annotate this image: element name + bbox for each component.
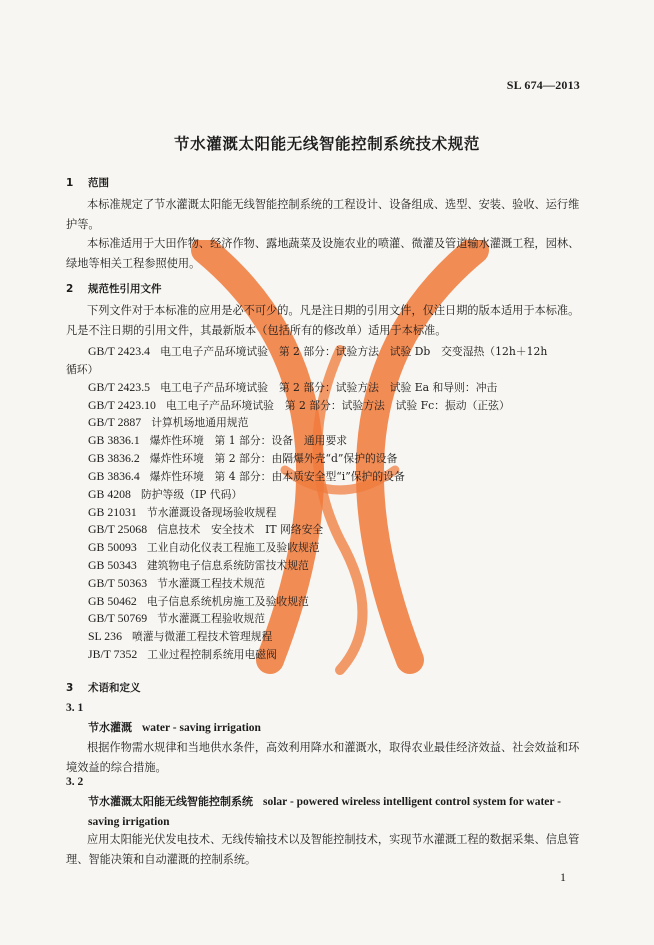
reference-item bbox=[88, 398, 510, 413]
term-number: 3. 2 bbox=[66, 776, 84, 788]
reference-title: 电工电子产品环境试验 第 2 部分：试验方法 试验 Db 交变湿热（12h＋12h bbox=[160, 345, 548, 358]
reference-code: GB 50343 bbox=[88, 558, 137, 572]
reference-item bbox=[88, 505, 276, 520]
reference-code: GB/T 2887 bbox=[88, 415, 142, 429]
reference-item bbox=[88, 451, 397, 466]
section-number: 1 bbox=[66, 177, 74, 189]
reference-item bbox=[88, 576, 265, 591]
reference-item bbox=[88, 380, 497, 395]
reference-item bbox=[88, 647, 277, 662]
reference-code: GB/T 50363 bbox=[88, 576, 148, 590]
reference-code: GB/T 50769 bbox=[88, 611, 148, 625]
reference-item bbox=[88, 522, 323, 537]
page-number: 1 bbox=[560, 870, 566, 884]
reference-item bbox=[88, 594, 309, 609]
reference-title: 节水灌溉工程技术规范 bbox=[157, 577, 266, 590]
scope-paragraph-1: 本标准规定了节水灌溉太阳能无线智能控制系统的工程设计、设备组成、选型、安装、验收、运行维护等。 bbox=[66, 198, 580, 231]
reference-item bbox=[88, 469, 405, 484]
reference-title: 爆炸性环境 第 4 部分：由本质安全型“i”保护的设备 bbox=[149, 470, 405, 483]
reference-item bbox=[88, 344, 547, 359]
reference-code: GB 21031 bbox=[88, 505, 137, 519]
reference-title: 防护等级（IP 代码） bbox=[140, 488, 243, 501]
section-number: 3 bbox=[66, 682, 74, 694]
reference-code: JB/T 7352 bbox=[88, 647, 138, 661]
reference-title: 节水灌溉设备现场验收规程 bbox=[146, 506, 277, 519]
section-title: 范围 bbox=[88, 177, 109, 189]
reference-item bbox=[88, 558, 309, 573]
reference-title: 爆炸性环境 第 2 部分：由隔爆外壳“d”保护的设备 bbox=[149, 452, 398, 465]
reference-code: SL 236 bbox=[88, 629, 122, 643]
term-definition: 应用太阳能光伏发电技术、无线传输技术以及智能控制技术，实现节水灌溉工程的数据采集、信息管理、智能决策和自动灌溉的控制系统。 bbox=[66, 833, 580, 866]
reference-title: 电工电子产品环境试验 第 2 部分：试验方法 试验 Ea 和导则：冲击 bbox=[160, 381, 498, 394]
term-chinese: 节水灌溉太阳能无线智能控制系统 bbox=[88, 795, 253, 808]
term-english: water - saving irrigation bbox=[142, 722, 261, 734]
reference-code: GB 50462 bbox=[88, 594, 137, 608]
section-1-heading bbox=[66, 175, 109, 190]
reference-continuation: 循环） bbox=[66, 363, 99, 376]
reference-title: 节水灌溉工程验收规范 bbox=[157, 612, 266, 625]
section-number: 2 bbox=[66, 283, 74, 295]
reference-code: GB 50093 bbox=[88, 540, 137, 554]
reference-title: 爆炸性环境 第 1 部分：设备 通用要求 bbox=[149, 434, 348, 447]
reference-item bbox=[88, 540, 320, 555]
reference-code: GB 3836.1 bbox=[88, 433, 140, 447]
reference-item bbox=[88, 433, 347, 448]
section-title: 术语和定义 bbox=[88, 682, 141, 694]
section-title: 规范性引用文件 bbox=[88, 283, 162, 295]
term-number: 3. 1 bbox=[66, 702, 84, 714]
term-title bbox=[88, 718, 588, 738]
reference-title: 信息技术 安全技术 IT 网络安全 bbox=[157, 523, 324, 536]
scope-paragraph-2: 本标准适用于大田作物、经济作物、露地蔬菜及设施农业的喷灌、微灌及管道输水灌溉工程，园林、绿地等相关工程参照使用。 bbox=[66, 237, 580, 270]
reference-title: 建筑物电子信息系统防雷技术规范 bbox=[146, 559, 309, 572]
reference-code: GB 3836.4 bbox=[88, 469, 140, 483]
reference-code: GB/T 2423.5 bbox=[88, 380, 151, 394]
reference-item bbox=[88, 487, 242, 502]
reference-item bbox=[88, 611, 265, 626]
standard-code: SL 674—2013 bbox=[506, 78, 580, 92]
term-title bbox=[88, 792, 588, 832]
reference-code: GB 4208 bbox=[88, 487, 131, 501]
reference-item bbox=[88, 629, 272, 644]
reference-title: 计算机场地通用规范 bbox=[151, 416, 249, 429]
section-3-heading bbox=[66, 680, 141, 695]
reference-code: GB/T 2423.4 bbox=[88, 344, 151, 358]
term-definition: 根据作物需水规律和当地供水条件，高效利用降水和灌溉水，取得农业最佳经济效益、社会效益和环境效益的综合措施。 bbox=[66, 741, 580, 774]
reference-title: 工业过程控制系统用电磁阀 bbox=[147, 648, 277, 661]
normative-intro: 下列文件对于本标准的应用是必不可少的。凡是注日期的引用文件，仅注日期的版本适用于本标准。凡是不注日期的引用文件，其最新版本（包括所有的修改单）适用于本标准。 bbox=[66, 304, 580, 337]
term-english: solar - powered wireless intelligent control system for water - saving irrigation bbox=[88, 796, 561, 828]
reference-code: GB 3836.2 bbox=[88, 451, 140, 465]
section-2-heading bbox=[66, 281, 162, 296]
term-chinese: 节水灌溉 bbox=[88, 721, 132, 734]
reference-title: 喷灌与微灌工程技术管理规程 bbox=[131, 630, 273, 643]
reference-code: GB/T 2423.10 bbox=[88, 398, 156, 412]
document-title: 节水灌溉太阳能无线智能控制系统技术规范 bbox=[174, 135, 480, 153]
reference-item bbox=[88, 415, 248, 430]
reference-title: 电子信息系统机房施工及验收规范 bbox=[146, 595, 309, 608]
reference-title: 电工电子产品环境试验 第 2 部分：试验方法 试验 Fc：振动（正弦） bbox=[165, 399, 510, 412]
reference-code: GB/T 25068 bbox=[88, 522, 148, 536]
reference-title: 工业自动化仪表工程施工及验收规范 bbox=[146, 541, 320, 554]
